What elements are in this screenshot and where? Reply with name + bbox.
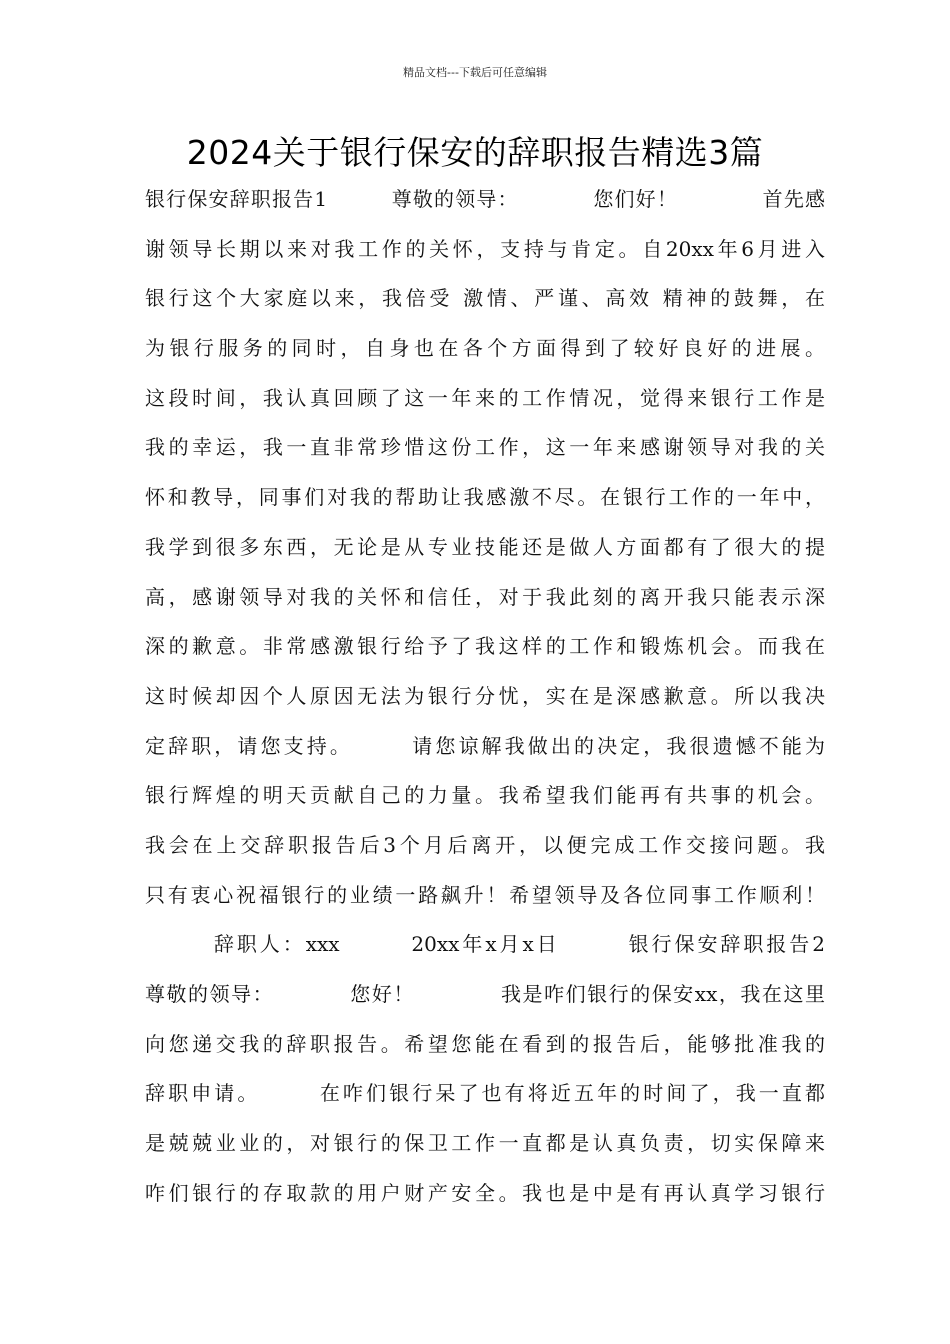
text-line: 银行辉煌的明天贡献自己的力量。我希望我们能再有共事的机会。	[145, 783, 825, 808]
text-line: 银行保安辞职报告1 尊敬的领导： 您们好！ 首先感	[145, 187, 825, 211]
text-line: 怀和教导，同事们对我的帮助让我感激不尽。在银行工作的一年中，	[145, 485, 825, 510]
text-line: 我会在上交辞职报告后3个月后离开，以便完成工作交接问题。我	[145, 832, 825, 857]
text-line: 只有衷心祝福银行的业绩一路飙升！希望领导及各位同事工作顺利！	[145, 882, 825, 907]
text-line: 这时候却因个人原因无法为银行分忧，实在是深感歉意。所以我决	[145, 683, 825, 708]
header-note: 精品文档---下载后可任意编辑	[403, 66, 547, 79]
text-line: 辞职申请。 在咋们银行呆了也有将近五年的时间了，我一直都	[145, 1081, 825, 1106]
text-line: 辞职人：xxx 20xx年x月x日 银行保安辞职报告2	[145, 932, 825, 957]
page-title: 2024关于银行保安的辞职报告精选3篇	[186, 133, 764, 172]
text-line: 定辞职，请您支持。 请您谅解我做出的决定，我很遗憾不能为	[145, 733, 825, 758]
text-line: 高，感谢领导对我的关怀和信任，对于我此刻的离开我只能表示深	[145, 584, 825, 609]
text-line: 是兢兢业业的，对银行的保卫工作一直都是认真负责，切实保障来	[145, 1131, 825, 1156]
text-line: 深的歉意。非常感激银行给予了我这样的工作和锻炼机会。而我在	[145, 634, 825, 659]
text-line: 咋们银行的存取款的用户财产安全。我也是中是有再认真学习银行	[145, 1180, 825, 1205]
text-line: 我学到很多东西，无论是从专业技能还是做人方面都有了很大的提	[145, 534, 825, 559]
text-line: 尊敬的领导： 您好！ 我是咋们银行的保安xx，我在这里	[145, 982, 825, 1006]
text-line: 这段时间，我认真回顾了这一年来的工作情况，觉得来银行工作是	[145, 385, 825, 410]
text-line: 银行这个大家庭以来，我倍受 激情、严谨、高效 精神的鼓舞，在	[145, 286, 825, 311]
text-line: 我的幸运，我一直非常珍惜这份工作，这一年来感谢领导对我的关	[145, 435, 825, 460]
text-line: 为银行服务的同时，自身也在各个方面得到了较好良好的进展。	[145, 336, 825, 361]
text-line: 谢领导长期以来对我工作的关怀，支持与肯定。自20xx年6月进入	[145, 236, 825, 261]
body-text	[145, 175, 825, 1218]
text-line: 向您递交我的辞职报告。希望您能在看到的报告后，能够批准我的	[145, 1031, 825, 1056]
